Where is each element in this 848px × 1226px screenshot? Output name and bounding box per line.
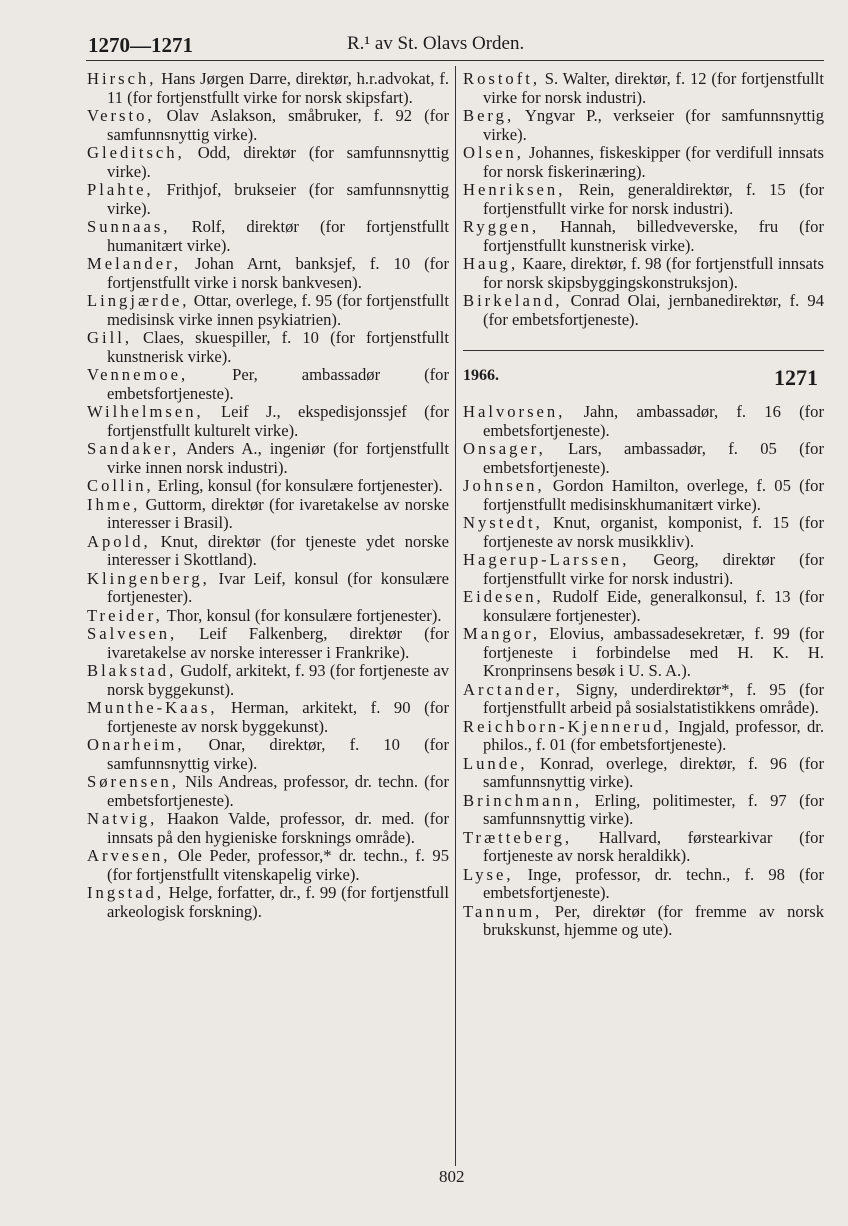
entry-surname: Plahte, [87,180,154,199]
entry [463,440,824,477]
entry [463,866,824,903]
entry-details: Johan Arnt, banksjef, f. 10 (for fortjenstfullt virke i norsk bankvesen). [107,254,449,292]
entry [87,607,449,626]
entry-details: Erling, konsul (for konsulære fortjenester). [153,476,443,495]
entry-surname: Vennemoe, [87,365,189,384]
entry-surname: Sandaker, [87,439,180,458]
entry-surname: Rostoft, [463,69,541,88]
entry-details: Rolf, direktør (for fortjenstfullt humanitært virke). [107,217,449,255]
entry-surname: Birkeland, [463,291,563,310]
entry-surname: Hagerup-Larssen, [463,550,630,569]
section-year: 1966. [463,367,499,384]
entry-surname: Sørensen, [87,772,179,791]
entry [87,181,449,218]
entry [87,570,449,607]
entry-surname: Halvorsen, [463,402,566,421]
entry [87,736,449,773]
entry-details: Anders A., ingeniør (for fortjenstfullt virke innen norsk industri). [107,439,449,477]
entry [87,292,449,329]
entry-details: Ivar Leif, konsul (for konsulære fortjenester). [107,568,449,606]
entry-surname: Olsen, [463,143,524,162]
entry-surname: Apold, [87,531,151,551]
entry-surname: Collin, [87,476,154,495]
entry [87,477,449,496]
entry-surname: Arvesen, [87,846,171,865]
entry-details: Herman, arkitekt, f. 90 (for fortjeneste av norsk byggekunst). [107,698,449,736]
entry [463,181,824,218]
entry-details: Knut, direktør (for tjeneste ydet norske interesser i Skottland). [107,531,449,569]
entry [463,218,824,255]
entry-details: Gudolf, arkitekt, f. 93 (for fortjeneste av norsk byggekunst). [107,661,449,699]
entry [463,718,824,755]
entry-surname: Lyse, [463,864,514,884]
entry-details: Onar, direktør, f. 10 (for samfunnsnyttig virke). [107,735,449,773]
entry-surname: Blakstad, [87,661,177,680]
entry-surname: Versto, [87,106,155,125]
entry [463,477,824,514]
entry-surname: Berg, [463,106,515,125]
entry [87,810,449,847]
entry-details: Signy, underdirektør*, f. 95 (for fortjenstfullt arbeid på sosialstatistikkens område). [483,679,824,717]
entry-surname: Ihme, [87,494,141,514]
entry-details: Frithjof, brukseier (for samfunnsnyttig virke). [107,180,449,218]
entry-details: Gordon Hamilton, overlege, f. 05 (for fortjenstfullt medisinskhumanitært virke). [483,476,824,514]
entry [87,847,449,884]
entry-surname: Tannum, [463,901,543,921]
header-rule [86,60,824,61]
entry-details: Rein, generaldirektør, f. 15 (for fortjenstfullt virke for norsk industri). [483,180,824,218]
entry-details: Jahn, ambassadør, f. 16 (for embetsfortjeneste). [483,402,824,440]
entry-surname: Reichborn-Kjennerud, [463,716,672,736]
entry [87,329,449,366]
section-number: 1271 [774,365,818,390]
entry-details: Hannah, billedveverske, fru (for fortjenstfullt kunstnerisk virke). [483,217,824,255]
entry-details: Erling, politimester, f. 97 (for samfunnsnyttig virke). [483,790,824,828]
entry-surname: Munthe-Kaas, [87,698,218,717]
entry-details: Olav Aslakson, småbruker, f. 92 (for samfunnsnyttig virke). [107,106,449,144]
entry-surname: Ingstad, [87,883,164,902]
entry [87,366,449,403]
entry-surname: Lunde, [463,753,528,773]
entry [463,514,824,551]
entry-details: Ole Peder, professor,* dr. techn., f. 95 (for fortjenstfullt vitenskapelig virke). [107,846,449,884]
entry [87,625,449,662]
entry [463,292,824,329]
entry [463,144,824,181]
entry-details: S. Walter, direktør, f. 12 (for fortjenstfullt virke for norsk industri). [483,69,824,107]
entry-surname: Brinchmann, [463,790,583,810]
entry-surname: Arctander, [463,679,563,699]
right-entries-bottom [463,403,824,940]
entry-details: Hans Jørgen Darre, direktør, h.r.advokat, f. 11 (for fortjenstfullt virke for norsk skipsfart). [107,69,449,107]
entry [87,662,449,699]
entry [87,773,449,810]
column-divider [455,66,456,1166]
entry-details: Conrad Olai, jernbanedirektør, f. 94 (for embetsfortjeneste). [483,291,824,329]
entry [463,70,824,107]
entry [463,403,824,440]
entry-details: Rudolf Eide, generalkonsul, f. 13 (for konsulære fortjenester). [483,587,824,625]
entry [463,681,824,718]
entry-details: Nils Andreas, professor, dr. techn. (for embetsfortjeneste). [107,772,449,810]
entry-surname: Eidesen, [463,587,544,606]
entry [463,903,824,940]
left-column [87,70,449,921]
right-entries-top [463,70,824,329]
entry [87,884,449,921]
entry-details: Yngvar P., verkseier (for samfunnsnyttig virke). [483,106,824,144]
entry-details: Guttorm, direktør (for ivaretakelse av norske interesser i Brasil). [107,494,449,532]
entry-surname: Onsager, [463,439,546,458]
right-column [463,70,824,940]
entry [87,699,449,736]
entry [463,588,824,625]
entry-details: Elovius, ambassadesekretær, f. 99 (for fortjeneste i forbindelse med H. K. H. Kronprinsens besøk i U. S. A.). [483,624,824,680]
entry [87,403,449,440]
entry-surname: Melander, [87,254,182,273]
entry [87,70,449,107]
entry-surname: Salvesen, [87,624,178,643]
entry-surname: Lingjærde, [87,291,190,310]
entry-surname: Onarheim, [87,735,185,754]
entry-details: Knut, organist, komponist, f. 15 (for fortjeneste av norsk musikkliv). [483,513,824,551]
entry [463,755,824,792]
entry-surname: Haug, [463,254,519,273]
entry-surname: Wilhelmsen, [87,402,204,421]
entry [463,255,824,292]
entry-details: Konrad, overlege, direktør, f. 96 (for samfunnsnyttig virke). [483,753,824,791]
entry [87,144,449,181]
entry [463,792,824,829]
entry-details: Claes, skuespiller, f. 10 (for fortjenstfullt kunstnerisk virke). [107,328,449,366]
entry-details: Johannes, fiskeskipper (for verdifull innsats for norsk fiskerinæring). [483,143,824,181]
entry-details: Leif J., ekspedisjonssjef (for fortjenstfullt kulturelt virke). [107,402,449,440]
entry-details: Leif Falkenberg, direktør (for ivaretakelse av norske interesser i Frankrike). [107,624,449,662]
entry-details: Odd, direktør (for samfunnsnyttig virke). [107,143,449,181]
page-number: 802 [439,1167,465,1186]
entry [87,496,449,533]
entry-surname: Trætteberg, [463,827,573,847]
entry [87,107,449,144]
section-separator [463,350,824,351]
entry-details: Per, direktør (for fremme av norsk brukskunst, hjemme og ute). [483,901,824,939]
entry-surname: Ryggen, [463,217,540,236]
entry-details: Ottar, overlege, f. 95 (for fortjenstfullt medisinsk virke innen psykiatrien). [107,291,449,329]
entry-details: Hallvard, førstearkivar (for fortjeneste av norsk heraldikk). [483,827,824,865]
entry-surname: Henriksen, [463,180,566,199]
entry-surname: Natvig, [87,809,158,828]
entry-details: Thor, konsul (for konsulære fortjenester). [162,605,442,625]
entry-details: Helge, forfatter, dr., f. 99 (for fortjenstfull arkeologisk forskning). [107,883,449,921]
entry [463,551,824,588]
entry [87,255,449,292]
entry-details: Per, ambassadør (for embetsfortjeneste). [107,365,449,403]
column-numbers: 1270—1271 [88,33,193,57]
entry-details: Haakon Valde, professor, dr. med. (for innsats på den hygieniske forsknings område). [107,809,449,847]
entry-surname: Gill, [87,328,132,347]
running-title: R.¹ av St. Olavs Orden. [347,33,525,54]
entry-surname: Hirsch, [87,69,157,88]
entry-details: Georg, direktør (for fortjenstfullt virke for norsk industri). [483,550,824,588]
entry-details: Ingjald, professor, dr. philos., f. 01 (for embetsfortjeneste). [483,716,824,754]
entry-details: Lars, ambassadør, f. 05 (for embetsfortjeneste). [483,439,824,477]
entry-surname: Gleditsch, [87,143,185,162]
entry-surname: Johnsen, [463,476,545,495]
entry-details: Inge, professor, dr. techn., f. 98 (for embetsfortjeneste). [483,864,824,902]
section-header [463,363,824,403]
entry [87,440,449,477]
entry-details: Kaare, direktør, f. 98 (for fortjenstfull innsats for norsk skipsbyggingskonstruksjon). [483,254,824,292]
entry-surname: Nystedt, [463,513,543,532]
entry [87,218,449,255]
entry-surname: Klingenberg, [87,568,210,588]
entry [463,625,824,681]
entry [463,107,824,144]
entry-surname: Mangor, [463,624,541,643]
entry [87,533,449,570]
entry [463,829,824,866]
entry-surname: Sunnaas, [87,217,171,236]
entry-surname: Treider, [87,605,163,625]
